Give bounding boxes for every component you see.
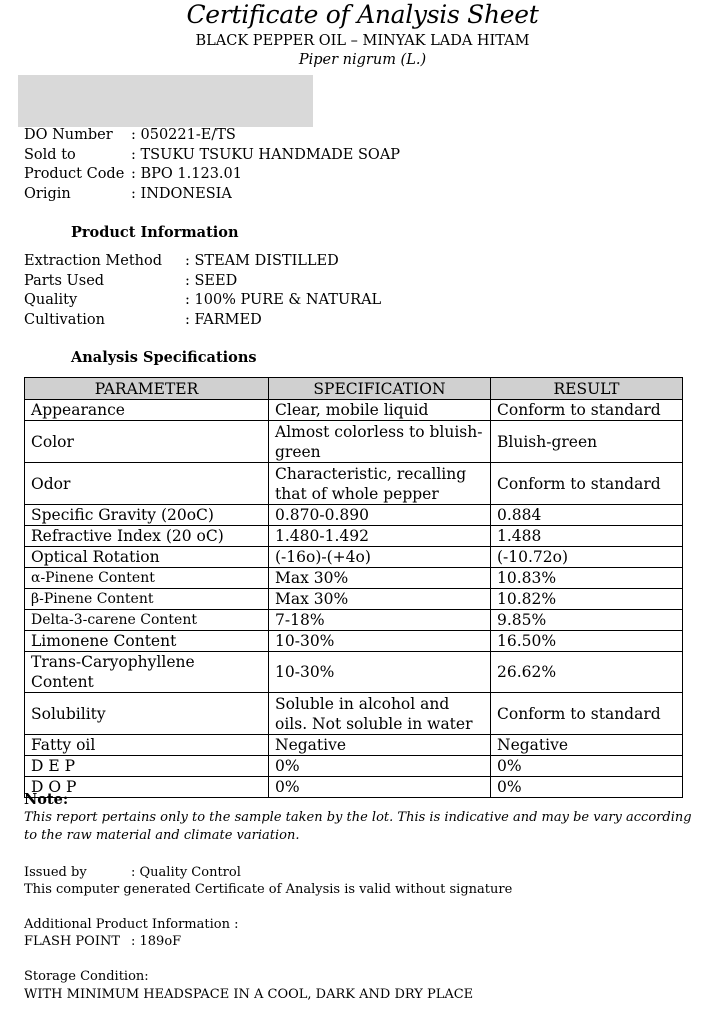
parameter-cell: Delta-3-carene Content bbox=[25, 610, 269, 631]
result-cell: 10.83% bbox=[491, 568, 683, 589]
specification-cell: Soluble in alcohol and oils. Not soluble in water bbox=[269, 693, 491, 735]
issued-by-label: Issued by bbox=[24, 865, 87, 880]
result-cell: Bluish-green bbox=[491, 421, 683, 463]
parameter-cell: Appearance bbox=[25, 400, 269, 421]
origin-value: : INDONESIA bbox=[131, 185, 232, 202]
redacted-block bbox=[18, 75, 313, 127]
note-heading: Note: bbox=[24, 791, 69, 808]
specification-cell: Clear, mobile liquid bbox=[269, 400, 491, 421]
result-cell: 0.884 bbox=[491, 505, 683, 526]
quality-label: Quality bbox=[24, 292, 78, 308]
table-row bbox=[25, 693, 683, 735]
storage-heading: Storage Condition: bbox=[24, 969, 149, 984]
sold-to-value: : TSUKU TSUKU HANDMADE SOAP bbox=[131, 146, 401, 163]
note-text: This report pertains only to the sample taken by the lot. This is indicative and may be vary according to the raw material and climate variation. bbox=[24, 810, 692, 843]
specification-cell: 10-30% bbox=[269, 631, 491, 652]
validity-statement: This computer generated Certificate of Analysis is valid without signature bbox=[24, 882, 513, 897]
result-cell: Conform to standard bbox=[491, 463, 683, 505]
table-row bbox=[25, 421, 683, 463]
specification-cell: (-16o)-(+4o) bbox=[269, 547, 491, 568]
flash-point-label: FLASH POINT bbox=[24, 934, 121, 949]
order-info bbox=[24, 126, 424, 206]
table-row bbox=[25, 735, 683, 756]
parameter-cell: Optical Rotation bbox=[25, 547, 269, 568]
parts-used-label: Parts Used bbox=[24, 272, 105, 289]
product-info-heading: Product Information bbox=[71, 224, 239, 241]
column-header-result: RESULT bbox=[491, 378, 683, 400]
extraction-method-value: : STEAM DISTILLED bbox=[185, 253, 339, 269]
table-row bbox=[25, 777, 683, 798]
table-row bbox=[25, 463, 683, 505]
parameter-cell: D E P bbox=[25, 756, 269, 777]
result-cell: 9.85% bbox=[491, 610, 683, 631]
do-number-value: : 050221-E/TS bbox=[131, 127, 236, 143]
specification-cell: Max 30% bbox=[269, 568, 491, 589]
table-row bbox=[25, 568, 683, 589]
flash-point-value: : 189oF bbox=[131, 934, 182, 949]
origin-label: Origin bbox=[24, 185, 71, 202]
specification-cell: Max 30% bbox=[269, 589, 491, 610]
parameter-cell: Trans-Caryophyllene Content bbox=[25, 652, 269, 693]
table-row bbox=[25, 652, 683, 693]
latin-name: Piper nigrum (L.) bbox=[298, 52, 427, 68]
table-row bbox=[25, 756, 683, 777]
sold-to-label: Sold to bbox=[24, 146, 76, 163]
result-cell: 10.82% bbox=[491, 589, 683, 610]
table-row bbox=[25, 631, 683, 652]
specification-cell: Almost colorless to bluish-green bbox=[269, 421, 491, 463]
result-cell: 1.488 bbox=[491, 526, 683, 547]
table-row bbox=[25, 589, 683, 610]
do-number-label: DO Number bbox=[24, 127, 113, 143]
parameter-cell: Limonene Content bbox=[25, 631, 269, 652]
analysis-heading: Analysis Specifications bbox=[71, 349, 257, 366]
result-cell: 26.62% bbox=[491, 652, 683, 693]
table-row bbox=[25, 547, 683, 568]
result-cell: (-10.72o) bbox=[491, 547, 683, 568]
storage-text: WITH MINIMUM HEADSPACE IN A COOL, DARK AND DRY PLACE bbox=[24, 987, 474, 1002]
extraction-method-label: Extraction Method bbox=[24, 253, 163, 269]
specification-cell: 7-18% bbox=[269, 610, 491, 631]
parameter-cell: Fatty oil bbox=[25, 735, 269, 756]
specification-cell: Negative bbox=[269, 735, 491, 756]
result-cell: 0% bbox=[491, 756, 683, 777]
table-row bbox=[25, 526, 683, 547]
parameter-cell: Refractive Index (20 oC) bbox=[25, 526, 269, 547]
parameter-cell: α-Pinene Content bbox=[25, 568, 269, 589]
parameter-cell: Color bbox=[25, 421, 269, 463]
column-header-parameter: PARAMETER bbox=[25, 378, 269, 400]
column-header-specification: SPECIFICATION bbox=[269, 378, 491, 400]
additional-info-heading: Additional Product Information : bbox=[24, 917, 239, 932]
result-cell: 16.50% bbox=[491, 631, 683, 652]
table-row bbox=[25, 505, 683, 526]
specification-cell: 0% bbox=[269, 777, 491, 798]
product-info bbox=[24, 252, 424, 332]
specification-cell: 0.870-0.890 bbox=[269, 505, 491, 526]
result-cell: 0% bbox=[491, 777, 683, 798]
quality-value: : 100% PURE & NATURAL bbox=[185, 292, 382, 308]
table-row bbox=[25, 400, 683, 421]
parameter-cell: Odor bbox=[25, 463, 269, 505]
result-cell: Conform to standard bbox=[491, 693, 683, 735]
result-cell: Conform to standard bbox=[491, 400, 683, 421]
cultivation-label: Cultivation bbox=[24, 311, 105, 328]
result-cell: Negative bbox=[491, 735, 683, 756]
specification-cell: 0% bbox=[269, 756, 491, 777]
analysis-table bbox=[24, 377, 683, 798]
specification-cell: 10-30% bbox=[269, 652, 491, 693]
table-row bbox=[25, 610, 683, 631]
product-code-value: : BPO 1.123.01 bbox=[131, 166, 242, 182]
product-code-label: Product Code bbox=[24, 166, 125, 182]
specification-cell: 1.480-1.492 bbox=[269, 526, 491, 547]
table-header-row bbox=[25, 378, 683, 400]
document-title: Certificate of Analysis Sheet bbox=[186, 0, 539, 29]
product-subtitle: BLACK PEPPER OIL – MINYAK LADA HITAM bbox=[195, 33, 530, 49]
parameter-cell: Specific Gravity (20oC) bbox=[25, 505, 269, 526]
parameter-cell: Solubility bbox=[25, 693, 269, 735]
cultivation-value: : FARMED bbox=[185, 311, 262, 328]
parameter-cell: D O P bbox=[25, 777, 269, 798]
issued-by-value: : Quality Control bbox=[131, 865, 241, 880]
specification-cell: Characteristic, recalling that of whole pepper bbox=[269, 463, 491, 505]
parameter-cell: β-Pinene Content bbox=[25, 589, 269, 610]
parts-used-value: : SEED bbox=[185, 272, 238, 289]
